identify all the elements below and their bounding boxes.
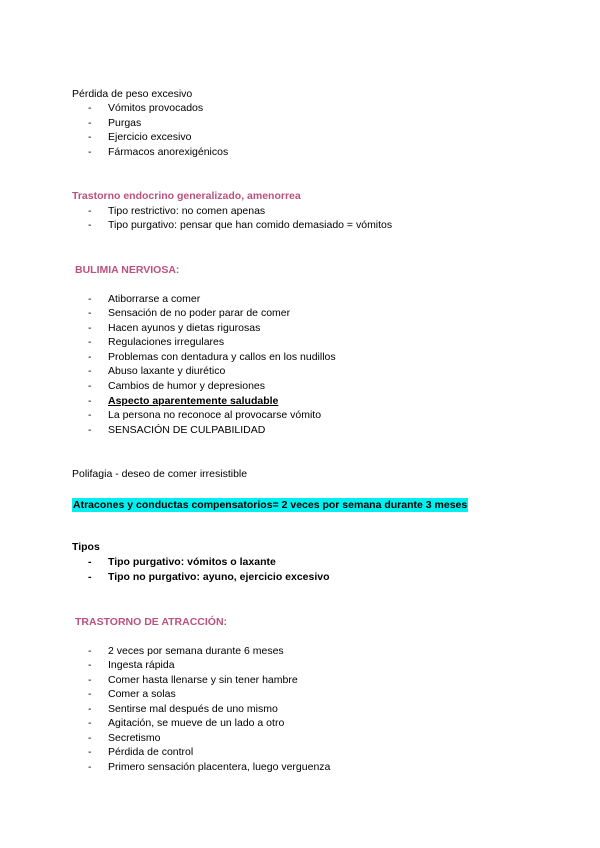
bullet-dash: - [88,395,92,407]
bullet-dash: - [88,351,92,363]
bullet-dash: - [88,365,92,377]
list-item: - Ejercicio excesivo [88,131,192,143]
bullet-dash: - [88,102,92,114]
section-heading-perdida-peso: Pérdida de peso excesivo [72,88,193,100]
bullet-dash: - [88,131,92,143]
list-item: - La persona no reconoce al provocarse vómito [88,409,322,421]
list-item: - Ingesta rápida [88,659,175,671]
list-item: - Problemas con dentadura y callos en los nudillos [88,351,336,363]
bullet-dash: - [88,424,92,436]
bullet-dash: - [88,307,92,319]
bullet-dash: - [88,380,92,392]
bullet-dash: - [88,732,92,744]
bullet-dash: - [88,659,92,671]
bullet-dash: - [88,703,92,715]
list-item: - Sentirse mal después de uno mismo [88,703,278,715]
bullet-dash: - [88,336,92,348]
polifagia-text: Polifagia - deseo de comer irresistible [72,468,248,480]
bullet-dash: - [88,322,92,334]
bullet-dash: - [88,146,92,158]
bullet-dash: - [88,205,92,217]
bullet-dash: - [88,688,92,700]
bullet-dash: - [88,717,92,729]
bullet-dash: - [88,556,92,568]
list-item: - Tipo purgativo: vómitos o laxante [88,556,276,568]
bullet-dash: - [88,761,92,773]
bullet-dash: - [88,674,92,686]
highlighted-criteria: Atracones y conductas compensatorios= 2 veces por semana durante 3 meses [73,499,468,511]
emphasized-text: Aspecto aparentemente saludable [108,395,279,407]
section-heading-tipos: Tipos [72,541,100,553]
section-heading-bulimia: BULIMIA NERVIOSA: [75,264,180,276]
bullet-dash: - [88,219,92,231]
list-item: - Comer hasta llenarse y sin tener hambre [88,674,298,686]
list-item: - Atiborrarse a comer [88,293,201,305]
list-item: - Primero sensación placentera, luego verguenza [88,761,331,773]
list-item: - 2 veces por semana durante 6 meses [88,645,284,657]
list-item: - Pérdida de control [88,746,194,758]
bullet-dash: - [88,645,92,657]
list-item: - Abuso laxante y diurético [88,365,226,377]
list-item: - Fármacos anorexigénicos [88,146,229,158]
list-item: - Comer a solas [88,688,176,700]
list-item: - Cambios de humor y depresiones [88,380,265,392]
list-item: - Sensación de no poder parar de comer [88,307,291,319]
section-heading-trastorno-endocrino: Trastorno endocrino generalizado, amenorrea [72,190,301,202]
bullet-dash: - [88,117,92,129]
list-item: - Secretismo [88,732,161,744]
list-item: - SENSACIÓN DE CULPABILIDAD [88,424,266,436]
list-item: - Regulaciones irregulares [88,336,225,348]
section-heading-trastorno-atraccion: TRASTORNO DE ATRACCIÓN: [75,616,228,628]
list-item [88,394,278,408]
list-item: - Agitación, se mueve de un lado a otro [88,717,285,729]
list-item: - Hacen ayunos y dietas rigurosas [88,322,261,334]
bullet-dash: - [88,409,92,421]
bullet-dash: - [88,293,92,305]
bullet-dash: - [88,571,92,583]
list-item: - Tipo purgativo: pensar que han comido demasiado = vómitos [88,219,393,231]
list-item: - Purgas [88,117,142,129]
list-item: - Tipo no purgativo: ayuno, ejercicio excesivo [88,571,330,583]
bullet-dash: - [88,746,92,758]
list-item: - Vómitos provocados [88,102,204,114]
list-item: - Tipo restrictivo: no comen apenas [88,205,266,217]
